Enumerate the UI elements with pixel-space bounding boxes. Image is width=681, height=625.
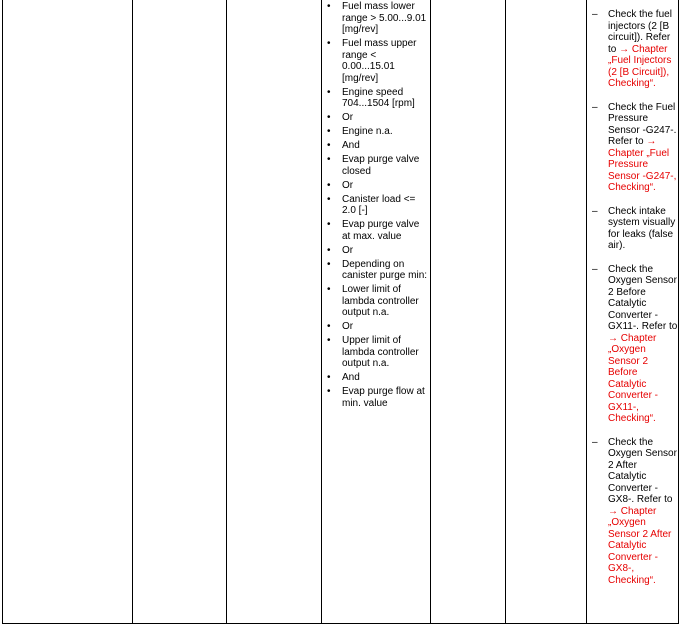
condition-item <box>326 154 428 177</box>
condition-item <box>326 321 428 333</box>
action-text: Check the Oxygen Sensor 2 Before Catalytic Converter -GX11-. Refer to <box>608 263 678 332</box>
condition-text: Engine speed 704...1504 [rpm] <box>342 86 415 109</box>
column-border <box>226 0 227 624</box>
column-border <box>321 0 322 624</box>
condition-text: Canister load <= 2.0 [-] <box>342 193 416 216</box>
bullet-icon: • <box>327 193 331 205</box>
dash-icon: – <box>592 263 598 275</box>
condition-item <box>326 87 428 110</box>
column-border <box>678 0 679 624</box>
condition-item <box>326 194 428 217</box>
chapter-link[interactable]: → Chapter „Oxygen Sensor 2 After Catalytic Converter -GX8-, Checking“. <box>608 505 672 586</box>
column-border <box>505 0 506 624</box>
bullet-icon: • <box>327 321 331 332</box>
bullet-icon: • <box>327 258 331 270</box>
condition-item <box>326 386 428 409</box>
bullet-icon: • <box>327 244 331 256</box>
action-item <box>592 102 678 194</box>
condition-item <box>326 335 428 370</box>
enabling-conditions-list <box>326 1 428 412</box>
action-text: Check the Fuel Pressure Sensor -G247-. Refer to <box>608 101 677 147</box>
action-item <box>592 264 678 425</box>
condition-item <box>326 259 428 282</box>
condition-item <box>326 219 428 242</box>
condition-item <box>326 372 428 384</box>
chapter-link[interactable]: → Chapter „Fuel Injectors (2 [B Circuit]), Checking“. <box>608 43 672 89</box>
chapter-link[interactable]: → Chapter „Fuel Pressure Sensor -G247-, Checking“. <box>608 136 677 193</box>
bullet-icon: • <box>327 284 331 295</box>
action-text: Check the Oxygen Sensor 2 After Catalytic Converter -GX8-. Refer to <box>608 436 677 505</box>
bullet-icon: • <box>327 386 331 397</box>
bullet-icon: • <box>327 86 331 98</box>
condition-text: Or <box>342 179 354 191</box>
column-border <box>132 0 133 624</box>
action-item <box>592 437 678 587</box>
condition-text: Evap purge flow at min. value <box>342 386 425 409</box>
chapter-link[interactable]: → Chapter „Oxygen Sensor 2 Before Catalytic Converter -GX11-, Checking“. <box>608 332 659 424</box>
condition-text: Evap purge valve at max. value <box>342 219 420 242</box>
bullet-icon: • <box>327 219 331 230</box>
action-item <box>592 206 678 252</box>
condition-text: Or <box>342 244 354 256</box>
condition-item <box>326 38 428 84</box>
action-text: Check intake system visually for leaks (false air). <box>608 205 676 251</box>
dash-icon: – <box>592 436 598 448</box>
condition-text: Engine n.a. <box>342 126 393 137</box>
condition-item <box>326 245 428 257</box>
condition-text: Upper limit of lambda controller output n.a. <box>342 335 419 369</box>
dash-icon: – <box>592 205 598 217</box>
dash-icon: – <box>592 9 598 20</box>
bullet-icon: • <box>327 38 331 49</box>
condition-text: And <box>342 372 360 383</box>
bullet-icon: • <box>327 335 331 346</box>
column-border <box>2 0 3 624</box>
condition-text: Fuel mass upper range < 0.00...15.01 [mg/rev] <box>342 38 417 84</box>
action-text: Check the fuel injectors (2 [B circuit]). Refer to <box>608 9 672 55</box>
condition-text: Depending on canister purge min: <box>342 258 428 281</box>
bullet-icon: • <box>327 372 331 383</box>
condition-item <box>326 140 428 152</box>
bullet-icon: • <box>327 179 331 191</box>
bullet-icon: • <box>327 1 331 12</box>
condition-item <box>326 180 428 192</box>
bullet-icon: • <box>327 126 331 137</box>
dash-icon: – <box>592 101 598 113</box>
condition-text: And <box>342 140 360 151</box>
condition-text: Or <box>342 112 354 123</box>
condition-text: Fuel mass lower range > 5.00...9.01 [mg/rev] <box>342 1 427 35</box>
condition-text: Or <box>342 321 354 332</box>
condition-item <box>326 1 428 36</box>
condition-text: Evap purge valve closed <box>342 154 420 177</box>
bullet-icon: • <box>327 112 331 123</box>
bullet-icon: • <box>327 140 331 151</box>
condition-item <box>326 126 428 138</box>
column-border <box>430 0 431 624</box>
condition-item <box>326 112 428 124</box>
row-border <box>2 623 679 624</box>
column-border <box>586 0 587 624</box>
action-item <box>592 9 678 90</box>
condition-item <box>326 284 428 319</box>
remedy-actions-list <box>592 9 678 598</box>
bullet-icon: • <box>327 154 331 165</box>
condition-text: Lower limit of lambda controller output n.a. <box>342 284 419 318</box>
